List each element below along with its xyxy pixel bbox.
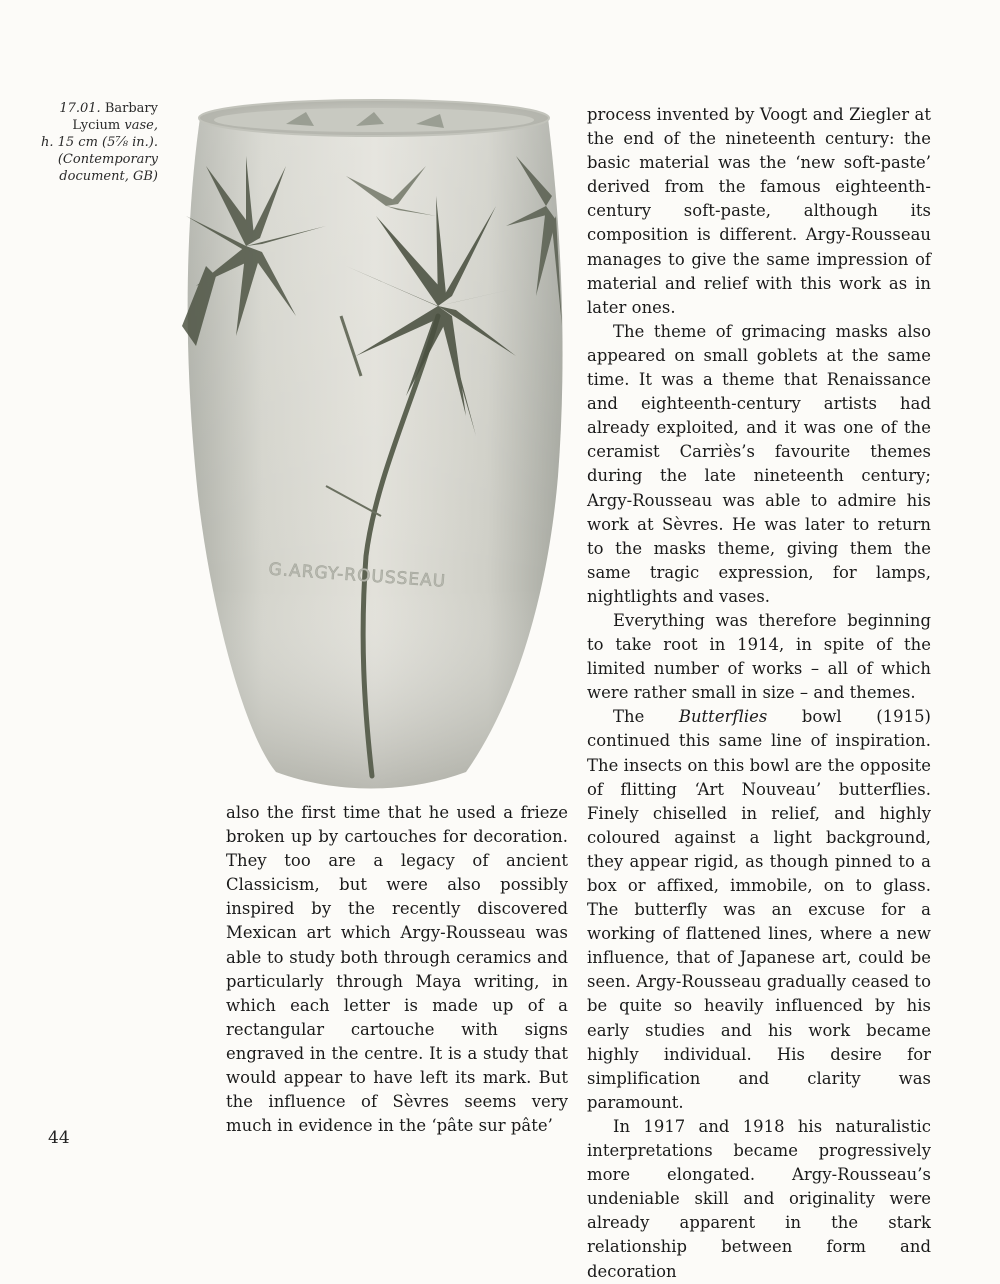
caption-line2b: vase, (124, 118, 158, 133)
figure-caption (40, 100, 158, 185)
right-paragraph-3: Everything was therefore beginning to take root in 1914, in spite of the limited number of works – all of which were rather small in size – and themes. (587, 610, 931, 703)
vase-image (176, 96, 568, 796)
right-paragraph-4 (587, 705, 931, 1115)
right-text-column (587, 103, 931, 1284)
caption-line2a: Lycium (72, 118, 125, 133)
caption-line1: Barbary (104, 101, 158, 116)
right-paragraph-1: process invented by Voogt and Ziegler at the end of the nineteenth century: the basic material was the ‘new soft-paste’ derived from the famous eighteenth-century soft-paste, although its composition is different. Argy-Rousseau manages to give the same impression of material and relief with this work as in later ones. (587, 105, 931, 317)
left-paragraph: also the first time that he used a frieze broken up by cartouches for decoration. They too are a legacy of ancient Classicism, but were also possibly inspired by the recently discovered Mexican art which Argy-Rousseau was able to study both through ceramics and particularly through Maya writing, in which each letter is made up of a rectangular cartouche with signs engraved in the centre. It is a study that would appear to have left its mark. But the influence of Sèvres seems very much in evidence in the ‘pâte sur pâte’ (226, 803, 568, 1136)
caption-line4: (Contemporary (57, 152, 158, 167)
vase-signature: G.ARGY-ROUSSEAU (267, 559, 447, 592)
caption-line3: h. 15 cm (5⅞ in.). (41, 135, 158, 150)
caption-line5: document, GB) (59, 169, 158, 184)
vase-photograph (176, 96, 568, 796)
left-text-column (226, 801, 568, 1138)
right-paragraph-5: In 1917 and 1918 his naturalistic interpretations became progressively more elongated. Argy-Rousseau’s undeniable skill and originality were already apparent in the stark relationship between form and decoration (587, 1116, 931, 1281)
p4-lead: The (613, 707, 679, 727)
caption-number: 17.01. (59, 101, 101, 116)
p4-title: Butterflies (678, 707, 768, 727)
right-paragraph-2: The theme of grimacing masks also appeared on small goblets at the same time. It was a theme that Renaissance and eighteenth-century artists had already exploited, and it was one of the ceramist Carriès’s favourite themes during the late nineteenth century; Argy-Rousseau was able to admire his work at Sèvres. He was later to return to the masks theme, giving them the same tragic expression, for lamps, nightlights and vases. (587, 321, 931, 606)
page-number: 44 (48, 1128, 70, 1148)
p4-body: bowl (1915) continued this same line of inspiration. The insects on this bowl are the opposite of flitting ‘Art Nouveau’ butterflies. Finely chiselled in relief, and highly coloured against a light background, they appear rigid, as though pinned to a box or affixed, immobile, on to glass. The butterfly was an excuse for a working of flattened lines, where a new influence, that of Japanese art, could be seen. Argy-Rousseau gradually ceased to be quite so heavily influenced by his early studies and his work became highly individual. His desire for simplification and clarity was paramount. (587, 707, 931, 1112)
